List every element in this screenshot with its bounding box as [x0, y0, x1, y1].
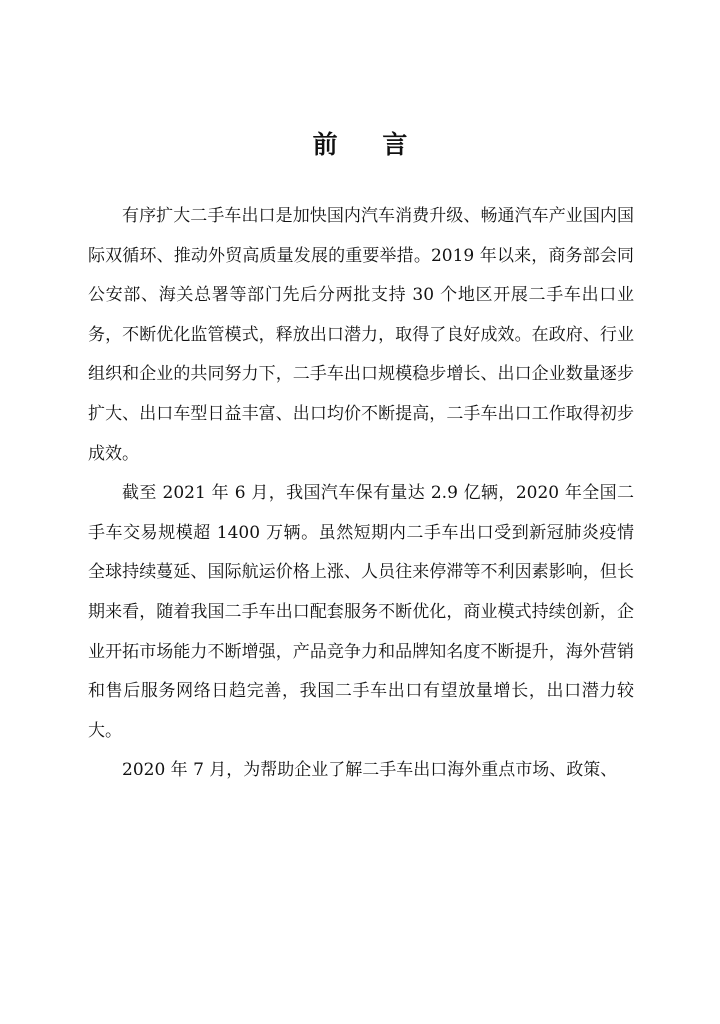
- body-text: [88, 197, 634, 791]
- paragraph-1: 有序扩大二手车出口是加快国内汽车消费升级、畅通汽车产业国内国际双循环、推动外贸高质量发展的重要举措。2019 年以来，商务部会同公安部、海关总署等部门先后分两批支持 30 个地区开展二手车出口业务，不断优化监管模式，释放出口潜力，取得了良好成效。在政府、行业组织和企业的共同努力下，二手车出口规模稳步增长、出口企业数量逐步扩大、出口车型日益丰富、出口均价不断提高，二手车出口工作取得初步成效。: [88, 206, 634, 464]
- paragraph-2: 截至 2021 年 6 月，我国汽车保有量达 2.9 亿辆，2020 年全国二手车交易规模超 1400 万辆。虽然短期内二手车出口受到新冠肺炎疫情全球持续蔓延、国际航运价格上涨、人员往来停滞等不利因素影响，但长期来看，随着我国二手车出口配套服务不断优化，商业模式持续创新，企业开拓市场能力不断增强，产品竞争力和品牌知名度不断提升，海外营销和售后服务网络日趋完善，我国二手车出口有望放量增长，出口潜力较大。: [88, 483, 634, 741]
- page-title: 前 言: [312, 130, 426, 159]
- paragraph-3: 2020 年 7 月，为帮助企业了解二手车出口海外重点市场、政策、: [122, 760, 618, 781]
